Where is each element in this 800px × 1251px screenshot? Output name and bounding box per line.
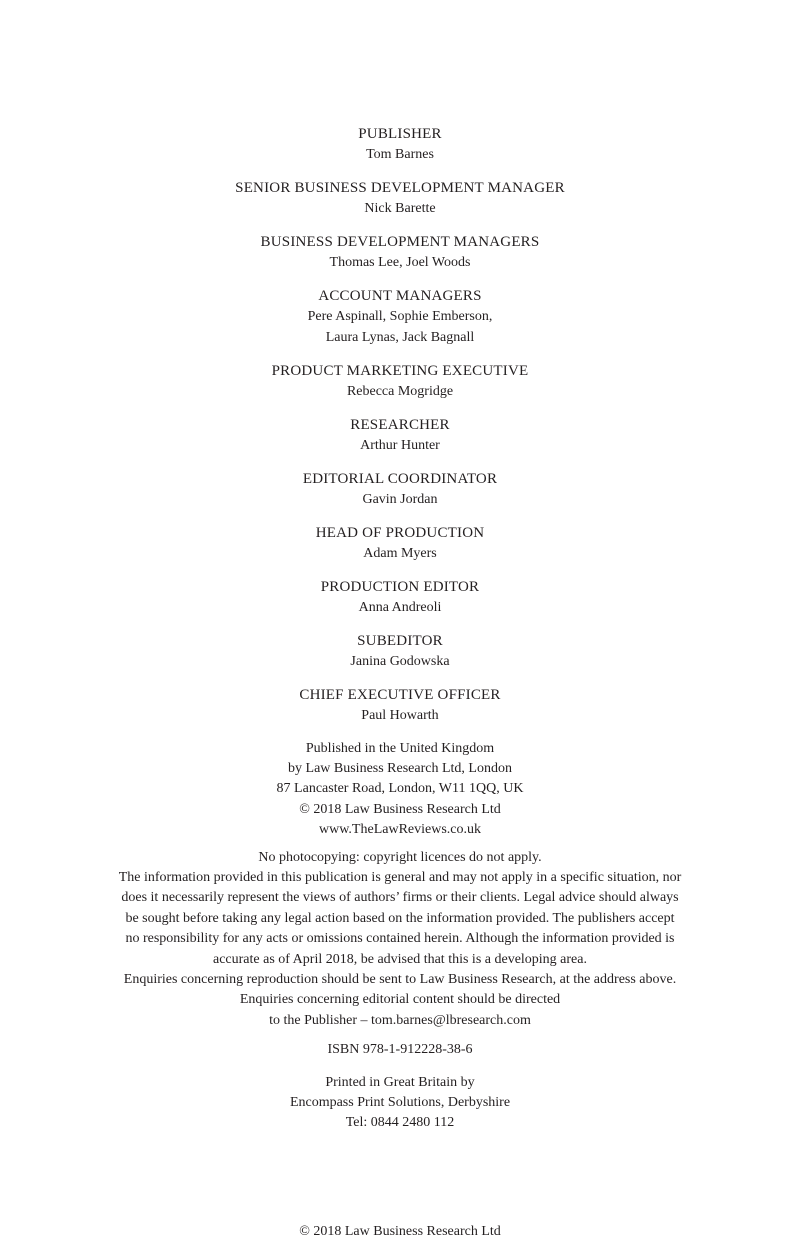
printer-info <box>0 1073 800 1134</box>
credit-role: EDITORIAL COORDINATOR <box>302 470 498 487</box>
printer-line: Tel: 0844 2480 112 <box>345 1115 455 1131</box>
credit-name: Tom Barnes <box>366 147 434 162</box>
credit-name: Arthur Hunter <box>360 437 440 453</box>
credit-name: Gavin Jordan <box>362 491 438 507</box>
page-footer <box>0 1222 800 1242</box>
credit-editorial-coordinator <box>0 469 800 511</box>
credit-subeditor <box>0 631 800 673</box>
credit-role: ACCOUNT MANAGERS <box>318 288 482 304</box>
publication-line: 87 Lancaster Road, London, W11 1QQ, UK <box>276 781 524 797</box>
credit-name: Pere Aspinall, Sophie Emberson, <box>307 309 493 324</box>
credit-name: Thomas Lee, Joel Woods <box>329 255 471 270</box>
credit-business-development-managers <box>0 232 800 274</box>
credit-role: SENIOR BUSINESS DEVELOPMENT MANAGER <box>235 180 565 196</box>
credit-name: Paul Howarth <box>361 707 439 723</box>
credit-name: Anna Andreoli <box>358 599 442 615</box>
publication-line: © 2018 Law Business Research Ltd <box>299 801 501 817</box>
publication-line: www.TheLawReviews.co.uk <box>319 822 481 838</box>
credit-role: CHIEF EXECUTIVE OFFICER <box>299 686 501 703</box>
credits-section <box>0 124 800 1134</box>
publication-line: Published in the United Kingdom <box>305 740 495 756</box>
credit-role: HEAD OF PRODUCTION <box>315 524 485 541</box>
credit-role: RESEARCHER <box>350 416 450 433</box>
printer-line: Printed in Great Britain by <box>325 1074 475 1090</box>
credit-publisher <box>0 124 800 166</box>
credit-role: PUBLISHER <box>358 126 442 142</box>
credit-senior-business-development-manager <box>0 178 800 220</box>
disclaimer-line: The information provided in this publication is general and may not apply in a specific situation, nor <box>118 869 682 885</box>
disclaimer-line: no responsibility for any acts or omissions contained herein. Although the information provided is <box>125 931 675 947</box>
credit-chief-executive-officer <box>0 685 800 727</box>
credit-name: Rebecca Mogridge <box>346 383 454 399</box>
disclaimer <box>0 848 800 1032</box>
isbn-text: ISBN 978-1-912228-38-6 <box>327 1042 473 1058</box>
disclaimer-line: accurate as of April 2018, be advised that this is a developing area. <box>213 951 587 967</box>
credit-role: SUBEDITOR <box>357 632 443 649</box>
credit-researcher <box>0 415 800 457</box>
disclaimer-line: to the Publisher – tom.barnes@lbresearch.com <box>269 1012 531 1028</box>
credit-product-marketing-executive <box>0 361 800 403</box>
footer-copyright: © 2018 Law Business Research Ltd <box>299 1224 501 1239</box>
credit-production-editor <box>0 577 800 619</box>
disclaimer-line: Enquiries concerning editorial content should be directed <box>239 992 561 1008</box>
publication-line: by Law Business Research Ltd, London <box>288 760 512 776</box>
credit-role: PRODUCT MARKETING EXECUTIVE <box>271 362 529 379</box>
disclaimer-line: be sought before taking any legal action based on the information provided. The publishers accept <box>125 910 675 926</box>
credit-name: Nick Barette <box>364 201 436 216</box>
printer-line: Encompass Print Solutions, Derbyshire <box>289 1095 511 1110</box>
credit-name: Janina Godowska <box>350 653 450 669</box>
credit-account-managers <box>0 286 800 348</box>
disclaimer-line: No photocopying: copyright licences do not apply. <box>258 849 542 865</box>
credit-role: BUSINESS DEVELOPMENT MANAGERS <box>260 234 540 250</box>
credit-head-of-production <box>0 523 800 565</box>
credit-role: PRODUCTION EDITOR <box>320 578 480 595</box>
credit-name: Laura Lynas, Jack Bagnall <box>325 329 475 345</box>
isbn <box>0 1040 800 1060</box>
disclaimer-line: does it necessarily represent the views of authors’ firms or their clients. Legal advice should always <box>121 890 679 906</box>
publication-info <box>0 739 800 841</box>
credit-name: Adam Myers <box>363 545 437 561</box>
disclaimer-line: Enquiries concerning reproduction should be sent to Law Business Research, at the address above. <box>123 971 677 987</box>
